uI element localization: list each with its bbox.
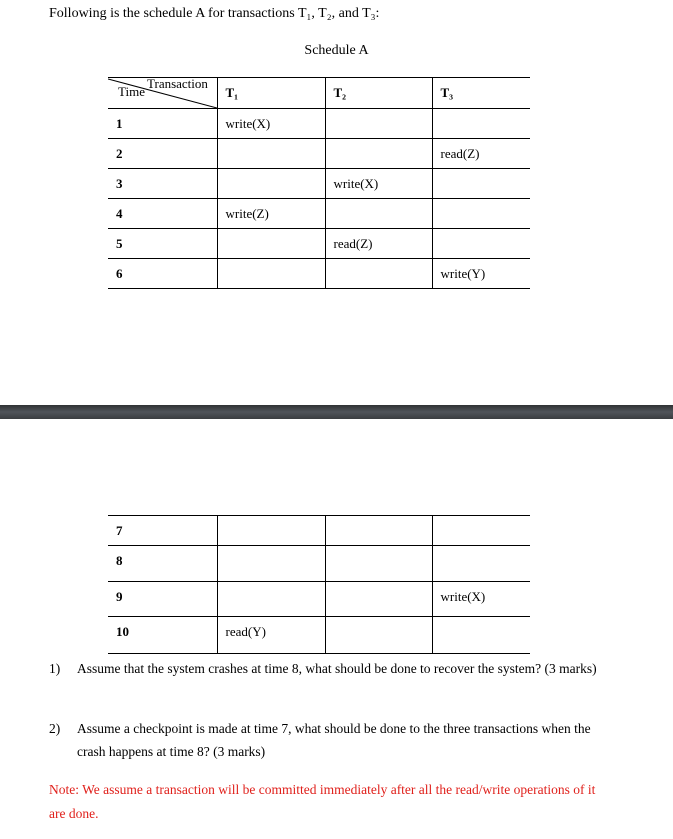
transaction-label: Transaction (147, 76, 208, 91)
time-cell: 5 (108, 229, 217, 259)
table-header-row (108, 78, 530, 109)
table-row (108, 546, 530, 582)
t2-cell: write(X) (325, 169, 432, 199)
schedule-table (108, 77, 530, 289)
t1-cell: read(Y) (217, 617, 325, 654)
t1-cell (217, 229, 325, 259)
table-row (108, 582, 530, 617)
t3-cell (432, 516, 530, 546)
diagonal-header-cell (108, 78, 217, 109)
time-cell: 10 (108, 617, 217, 654)
t2-cell (325, 516, 432, 546)
question-number: 1) (49, 661, 61, 676)
table-row (108, 109, 530, 139)
t2-cell: read(Z) (325, 229, 432, 259)
time-cell: 4 (108, 199, 217, 229)
t3-cell (432, 617, 530, 654)
time-cell: 6 (108, 259, 217, 289)
t1-cell (217, 516, 325, 546)
t3-cell (432, 169, 530, 199)
time-cell: 3 (108, 169, 217, 199)
intro-text: Following is the schedule A for transactions T₁, T₂, and T₃: (49, 6, 380, 21)
schedule-table-continued (108, 515, 530, 654)
time-cell: 9 (108, 582, 217, 617)
question-number: 2) (49, 721, 61, 736)
t2-cell (325, 199, 432, 229)
t1-cell (217, 546, 325, 582)
t1-cell (217, 139, 325, 169)
header-t3: T₃ (432, 78, 530, 109)
table-row (108, 229, 530, 259)
t1-cell (217, 259, 325, 289)
t3-cell: write(X) (432, 582, 530, 617)
table-caption: Schedule A (304, 43, 369, 58)
time-cell: 2 (108, 139, 217, 169)
t1-cell (217, 169, 325, 199)
time-cell: 8 (108, 546, 217, 582)
question-text: Assume that the system crashes at time 8, what should be done to recover the system? (3 marks) (77, 661, 597, 676)
question-1 (49, 657, 617, 680)
t2-cell (325, 617, 432, 654)
question-text: Assume a checkpoint is made at time 7, what should be done to the three transactions when the crash happens at time 8? (3 marks) (77, 721, 591, 759)
t3-cell (432, 546, 530, 582)
t3-cell: write(Y) (432, 259, 530, 289)
t2-cell (325, 259, 432, 289)
t1-cell: write(X) (217, 109, 325, 139)
time-cell: 1 (108, 109, 217, 139)
t1-cell: write(Z) (217, 199, 325, 229)
t2-cell (325, 139, 432, 169)
table-row (108, 516, 530, 546)
table-row (108, 617, 530, 654)
time-label: Time (118, 84, 145, 99)
t1-cell (217, 582, 325, 617)
header-t2: T₂ (325, 78, 432, 109)
t3-cell: read(Z) (432, 139, 530, 169)
t2-cell (325, 109, 432, 139)
t3-cell (432, 109, 530, 139)
time-cell: 7 (108, 516, 217, 546)
table-row (108, 199, 530, 229)
table-row (108, 259, 530, 289)
note-text: Note: We assume a transaction will be committed immediately after all the read/write operations of it are done. (49, 782, 596, 821)
table-row (108, 169, 530, 199)
t3-cell (432, 199, 530, 229)
question-2 (49, 717, 617, 763)
header-t1: T₁ (217, 78, 325, 109)
t3-cell (432, 229, 530, 259)
table-row (108, 139, 530, 169)
t2-cell (325, 546, 432, 582)
page-break-bar (0, 405, 673, 419)
t2-cell (325, 582, 432, 617)
